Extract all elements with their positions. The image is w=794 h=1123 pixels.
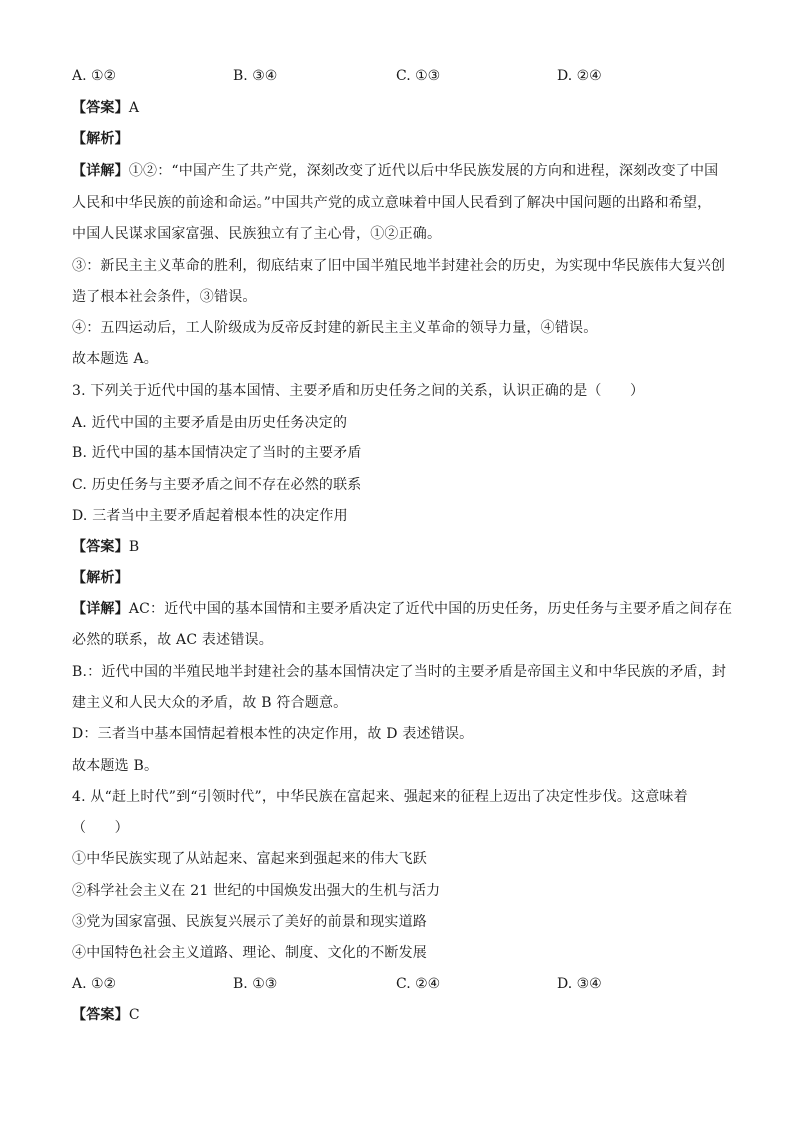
q3-option-c: C. 历史任务与主要矛盾之间不存在必然的联系 xyxy=(72,477,362,493)
q4-item-4: ④中国特色社会主义道路、理论、制度、文化的不断发展 xyxy=(72,945,427,961)
q4-item-2: ②科学社会主义在 21 世纪的中国焕发出强大的生机与活力 xyxy=(72,883,441,899)
q4-stem: 4. 从“赶上时代”到“引领时代”，中华民族在富起来、强起来的征程上迈出了决定性步伐。这意味着 xyxy=(72,789,688,805)
q3-option-d: D. 三者当中主要矛盾起着根本性的决定作用 xyxy=(72,508,348,524)
answer-value: B xyxy=(128,539,140,555)
q3-analysis-tag: 【解析】 xyxy=(72,570,129,586)
q4-item-3: ③党为国家富强、民族复兴展示了美好的前景和现实道路 xyxy=(72,914,427,930)
q2-detail-line: 造了根本社会条件，③错误。 xyxy=(72,289,257,305)
q2-answer xyxy=(72,99,139,117)
q3-detail-line: B.：近代中国的半殖民地半封建社会的基本国情决定了当时的主要矛盾是帝国主义和中华民族的矛盾，封 xyxy=(72,664,727,680)
q3-conclusion: 故本题选 B。 xyxy=(72,758,159,774)
q3-option-b: B. 近代中国的基本国情决定了当时的主要矛盾 xyxy=(72,445,362,461)
q2-conclusion: 故本题选 A。 xyxy=(72,351,158,367)
q2-analysis-tag: 【解析】 xyxy=(72,131,129,147)
q4-stem-bracket: （ ） xyxy=(72,820,129,836)
q3-detail-line xyxy=(72,600,732,618)
q2-detail-line: ④：五四运动后，工人阶级成为反帝反封建的新民主主义革命的领导力量，④错误。 xyxy=(72,320,598,336)
q3-option-a: A. 近代中国的主要矛盾是由历史任务决定的 xyxy=(72,415,348,431)
q3-detail-line: 建主义和人民大众的矛盾，故 B 符合题意。 xyxy=(72,695,348,711)
q4-option-c: C. ②④ xyxy=(396,976,441,992)
q3-answer xyxy=(72,538,139,556)
q2-detail-line: 人民和中华民族的前途和命运。”中国共产党的成立意味着中国人民看到了解决中国问题的出路和希望， xyxy=(72,195,712,211)
answer-value: A xyxy=(128,100,140,116)
q4-option-b: B. ①③ xyxy=(233,976,278,992)
answer-tag: 【答案】 xyxy=(72,100,129,116)
q2-detail-line: 中国人民谋求国家富强、民族独立有了主心骨，①②正确。 xyxy=(72,226,442,242)
q3-stem: 3. 下列关于近代中国的基本国情、主要矛盾和历史任务之间的关系，认识正确的是（ ） xyxy=(72,383,645,399)
detail-text: ①②：“中国产生了共产党，深刻改变了近代以后中华民族发展的方向和进程，深刻改变了中国 xyxy=(128,163,719,179)
q4-option-d: D. ③④ xyxy=(557,976,602,992)
q2-option-b: B. ③④ xyxy=(233,68,278,84)
answer-tag: 【答案】 xyxy=(72,1007,129,1023)
q2-option-a: A. ①② xyxy=(72,68,117,84)
answer-value: C xyxy=(128,1007,140,1023)
q4-answer xyxy=(72,1006,140,1024)
q4-option-a: A. ①② xyxy=(72,976,117,992)
q4-item-1: ①中华民族实现了从站起来、富起来到强起来的伟大飞跃 xyxy=(72,851,427,867)
q3-detail-line: 必然的联系，故 AC 表述错误。 xyxy=(72,632,273,648)
detail-tag: 【详解】 xyxy=(72,601,129,617)
q2-detail-line: ③：新民主主义革命的胜利，彻底结束了旧中国半殖民地半封建社会的历史，为实现中华民族伟大复兴创 xyxy=(72,258,726,274)
answer-tag: 【答案】 xyxy=(72,539,129,555)
q2-option-c: C. ①③ xyxy=(396,68,441,84)
q2-option-d: D. ②④ xyxy=(557,68,602,84)
detail-text: AC：近代中国的基本国情和主要矛盾决定了近代中国的历史任务，历史任务与主要矛盾之间存在 xyxy=(128,601,733,617)
q2-detail-line xyxy=(72,162,718,180)
q3-detail-line: D：三者当中基本国情起着根本性的决定作用，故 D 表述错误。 xyxy=(72,726,474,742)
detail-tag: 【详解】 xyxy=(72,163,129,179)
